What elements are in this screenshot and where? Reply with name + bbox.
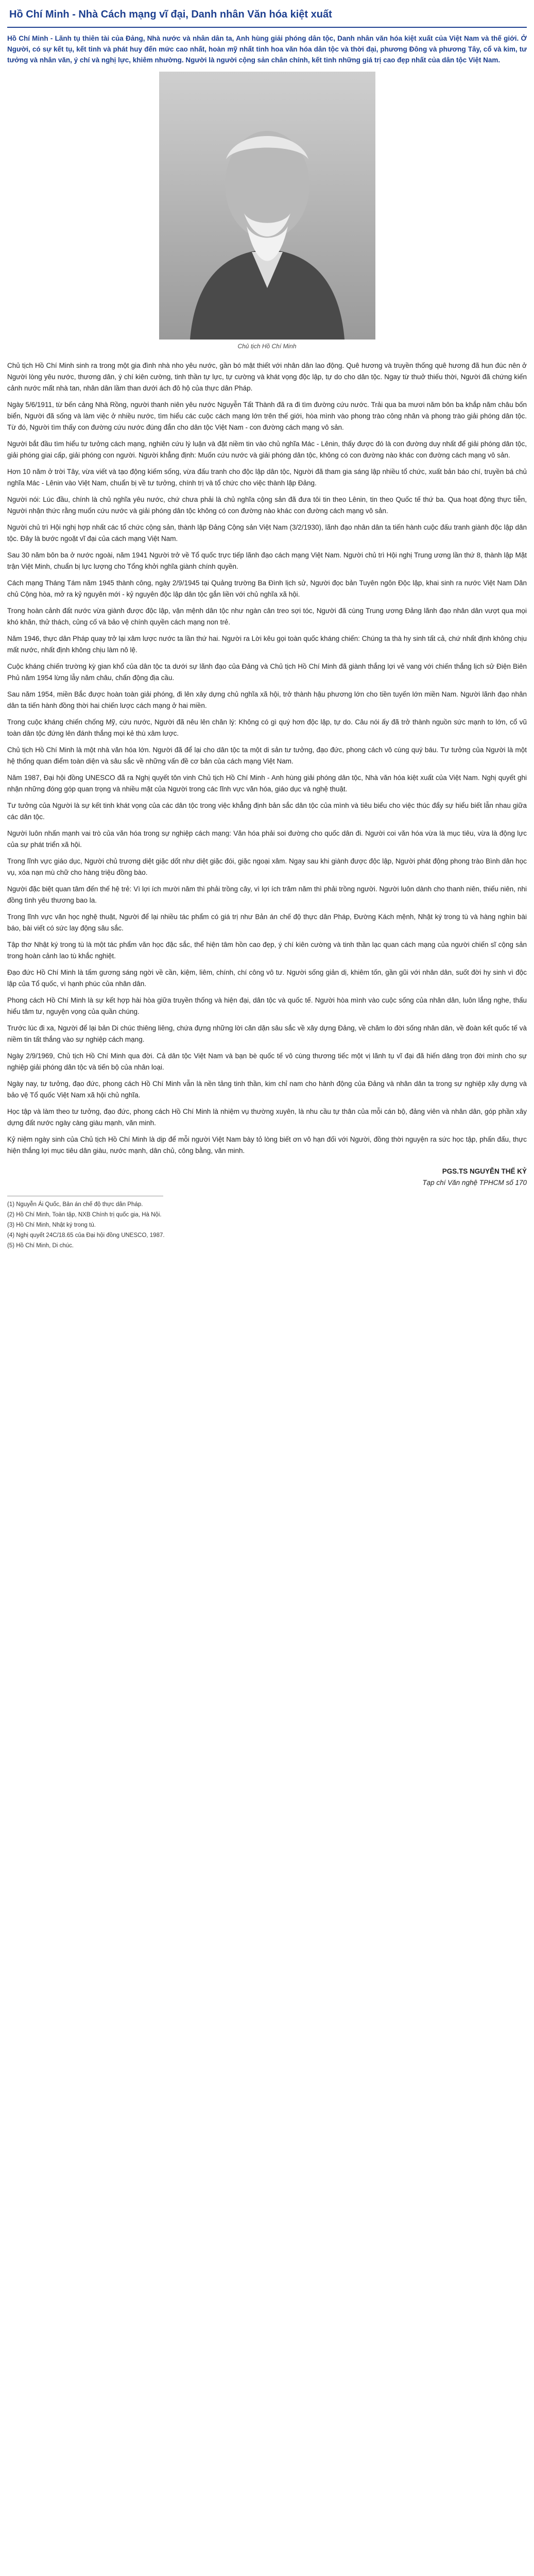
article-paragraph: Kỷ niệm ngày sinh của Chủ tịch Hồ Chí Minh là dịp để mỗi người Việt Nam bày tỏ lòng biết ơn vô hạn đối với Người, đồng thời nguyện ra sức học tập, phấn đấu, thực hiện thắng lợi mục tiêu dân giàu, nước mạnh, dân chủ, công bằng, văn minh. [7,1136,527,1155]
article-body [7,360,527,1157]
article-paragraph: Tập thơ Nhật ký trong tù là một tác phẩm văn học đặc sắc, thể hiện tâm hồn cao đẹp, ý chí kiên cường và tinh thần lạc quan cách mạng của người chiến sĩ cộng sản trong hoàn cảnh lao tù khắc nghiệt. [7,941,527,960]
title-divider [7,27,527,28]
article-paragraph: Trong lĩnh vực văn học nghệ thuật, Người để lại nhiều tác phẩm có giá trị như Bản án chế độ thực dân Pháp, Đường Kách mệnh, Nhật ký trong tù và hàng nghìn bài báo, bài viết có sức lay động sâu sắc. [7,913,527,932]
article-paragraph: Đạo đức Hồ Chí Minh là tấm gương sáng ngời về cần, kiệm, liêm, chính, chí công vô tư. Người sống giản dị, khiêm tốn, gần gũi với nhân dân, suốt đời hy sinh vì độc lập của Tổ quốc, vì hạnh phúc của nhân dân. [7,969,527,988]
article-paragraph: Trước lúc đi xa, Người để lại bản Di chúc thiêng liêng, chứa đựng những lời căn dặn sâu sắc về xây dựng Đảng, về chăm lo đời sống nhân dân, về đoàn kết quốc tế và niềm tin tất thắng vào sự nghiệp cách mạng. [7,1024,527,1043]
author-signature [7,1166,527,1189]
reference-item: (5) Hồ Chí Minh, Di chúc. [7,1243,74,1249]
article-paragraph: Ngày nay, tư tưởng, đạo đức, phong cách Hồ Chí Minh vẫn là nền tảng tinh thần, kim chỉ nam cho hành động của Đảng và nhân dân ta trong sự nghiệp xây dựng và bảo vệ Tổ quốc Việt Nam xã hội chủ nghĩa. [7,1080,527,1099]
article-paragraph: Người bắt đầu tìm hiểu tư tưởng cách mạng, nghiên cứu lý luận và đặt niềm tin vào chủ nghĩa Mác - Lênin, thấy được đó là con đường duy nhất để giải phóng dân tộc, giải phóng giai cấp, giải phóng con người. Người khẳng định: Muốn cứu nước và giải phóng dân tộc, không có con đường nào khác con đường cách mạng vô sản. [7,440,527,459]
article-paragraph: Trong lĩnh vực giáo dục, Người chủ trương diệt giặc dốt như diệt giặc đói, giặc ngoại xâm. Ngay sau khi giành được độc lập, Người phát động phong trào Bình dân học vụ, xóa nạn mù chữ cho hàng triệu đồng bào. [7,857,527,876]
references-list [7,1200,527,1250]
article-lead: Hồ Chí Minh - Lãnh tụ thiên tài của Đảng, Nhà nước và nhân dân ta, Anh hùng giải phóng dân tộc, Danh nhân văn hóa kiệt xuất của Việt Nam và thế giới. Ở Người, có sự kết tụ, kết tinh và phát huy đến mức cao nhất, hoàn mỹ nhất tinh hoa văn hóa dân tộc và thời đại, phương Đông và phương Tây, cổ và kim, tư tưởng và nhân văn, ý chí và nghị lực, khiêm nhường. Người là người cộng sản chân chính, kết tinh những giá trị cao đẹp nhất của dân tộc Việt Nam. [7,35,527,64]
portrait-caption: Chủ tịch Hồ Chí Minh [237,343,297,350]
article-paragraph: Người nói: Lúc đầu, chính là chủ nghĩa yêu nước, chứ chưa phải là chủ nghĩa cộng sản đã đưa tôi tin theo Lênin, tin theo Quốc tế thứ ba. Qua hoạt động thực tiễn, Người nhận thức rằng muốn cứu nước và giải phóng dân tộc không có con đường nào khác con đường cách mạng vô sản. [7,496,527,515]
article [7,4,527,1252]
portrait-photo [159,72,375,340]
article-paragraph: Cuộc kháng chiến trường kỳ gian khổ của dân tộc ta dưới sự lãnh đạo của Đảng và Chủ tịch Hồ Chí Minh đã giành thắng lợi vẻ vang với chiến thắng lịch sử Điện Biên Phủ năm 1954 lừng lẫy năm châu, chấn động địa cầu. [7,663,527,682]
article-paragraph: Tư tưởng của Người là sự kết tinh khát vọng của các dân tộc trong việc khẳng định bản sắc dân tộc của mình và tiêu biểu cho việc thúc đẩy sự hiểu biết lẫn nhau giữa các dân tộc. [7,802,527,821]
article-paragraph: Cách mạng Tháng Tám năm 1945 thành công, ngày 2/9/1945 tại Quảng trường Ba Đình lịch sử, Người đọc bản Tuyên ngôn Độc lập, khai sinh ra nước Việt Nam Dân chủ Cộng hòa, mở ra kỷ nguyên mới - kỷ nguyên độc lập dân tộc gắn liền với chủ nghĩa xã hội. [7,579,527,598]
article-paragraph: Chủ tịch Hồ Chí Minh sinh ra trong một gia đình nhà nho yêu nước, gần bó mật thiết với nhân dân lao động. Quê hương và truyền thống quê hương đã hun đúc nên ở Người lòng yêu nước, thương dân, ý chí kiên cường, tinh thần tự lực, tự cường và khát vọng độc lập, tự do cho dân tộc. Ngay từ thuở thiếu thời, Người đã chứng kiến cảnh nước mất nhà tan, nhân dân lầm than dưới ách đô hộ của thực dân Pháp. [7,362,527,392]
article-paragraph: Năm 1987, Đại hội đồng UNESCO đã ra Nghị quyết tôn vinh Chủ tịch Hồ Chí Minh - Anh hùng giải phóng dân tộc, Nhà văn hóa kiệt xuất của Việt Nam. Nghị quyết ghi nhận những đóng góp quan trọng và nhiều mặt của Người trong các lĩnh vực văn hóa, giáo dục và nghệ thuật. [7,774,527,793]
reference-item: (1) Nguyễn Ái Quốc, Bản án chế độ thực dân Pháp. [7,1201,143,1208]
article-paragraph: Phong cách Hồ Chí Minh là sự kết hợp hài hòa giữa truyền thống và hiện đại, dân tộc và quốc tế. Người hòa mình vào cuộc sống của nhân dân, luôn lắng nghe, thấu hiểu tâm tư, nguyện vọng của quần chúng. [7,996,527,1015]
article-paragraph: Năm 1946, thực dân Pháp quay trở lại xâm lược nước ta lần thứ hai. Người ra Lời kêu gọi toàn quốc kháng chiến: Chúng ta thà hy sinh tất cả, chứ nhất định không chịu mất nước, nhất định không chịu làm nô lệ. [7,635,527,654]
article-paragraph: Người luôn nhấn mạnh vai trò của văn hóa trong sự nghiệp cách mạng: Văn hóa phải soi đường cho quốc dân đi. Người coi văn hóa vừa là mục tiêu, vừa là động lực của sự phát triển xã hội. [7,829,527,849]
article-paragraph: Sau năm 1954, miền Bắc được hoàn toàn giải phóng, đi lên xây dựng chủ nghĩa xã hội, trở thành hậu phương lớn cho tiền tuyến lớn miền Nam. Người lãnh đạo nhân dân ta tiến hành đồng thời hai chiến lược cách mạng ở hai miền. [7,690,527,709]
article-paragraph: Người chủ trì Hội nghị hợp nhất các tổ chức cộng sản, thành lập Đảng Cộng sản Việt Nam (3/2/1930), lãnh đạo nhân dân ta tiến hành cuộc đấu tranh giành độc lập dân tộc. Đây là bước ngoặt vĩ đại của cách mạng Việt Nam. [7,523,527,543]
article-paragraph: Người đặc biệt quan tâm đến thế hệ trẻ: Vì lợi ích mười năm thì phải trồng cây, vì lợi ích trăm năm thì phải trồng người. Người luôn dành cho thanh niên, thiếu niên, nhi đồng tình yêu thương bao la. [7,885,527,904]
author-name: PGS.TS NGUYỄN THẾ KỶ [442,1167,527,1175]
article-paragraph: Ngày 2/9/1969, Chủ tịch Hồ Chí Minh qua đời. Cả dân tộc Việt Nam và bạn bè quốc tế vô cùng thương tiếc một vị lãnh tụ vĩ đại đã hiến dâng trọn đời mình cho sự nghiệp giải phóng dân tộc và tiến bộ của nhân loại. [7,1052,527,1071]
reference-item: (4) Nghị quyết 24C/18.65 của Đại hội đồng UNESCO, 1987. [7,1232,165,1239]
article-paragraph: Chủ tịch Hồ Chí Minh là một nhà văn hóa lớn. Người đã để lại cho dân tộc ta một di sản tư tưởng, đạo đức, phong cách vô cùng quý báu. Tư tưởng của Người là một hệ thống quan điểm toàn diện và sâu sắc về những vấn đề cơ bản của cách mạng Việt Nam. [7,746,527,765]
article-title: Hồ Chí Minh - Nhà Cách mạng vĩ đại, Danh nhân Văn hóa kiệt xuất [9,9,332,20]
author-source: Tạp chí Văn nghệ TPHCM số 170 [422,1179,527,1187]
portrait-figure [159,72,375,357]
article-paragraph: Sau 30 năm bôn ba ở nước ngoài, năm 1941 Người trở về Tổ quốc trực tiếp lãnh đạo cách mạng Việt Nam. Người chủ trì Hội nghị Trung ương lần thứ 8, thành lập Mặt trận Việt Minh, chuẩn bị lực lượng cho Tổng khởi nghĩa giành chính quyền. [7,551,527,570]
article-paragraph: Học tập và làm theo tư tưởng, đạo đức, phong cách Hồ Chí Minh là nhiệm vụ thường xuyên, là nhu cầu tự thân của mỗi cán bộ, đảng viên và nhân dân, góp phần xây dựng đất nước ngày càng giàu mạnh, văn minh. [7,1108,527,1127]
article-paragraph: Trong cuộc kháng chiến chống Mỹ, cứu nước, Người đã nêu lên chân lý: Không có gì quý hơn độc lập, tự do. Câu nói ấy đã trở thành nguồn sức mạnh to lớn, cổ vũ toàn dân tộc đứng lên đánh thắng mọi kẻ thù xâm lược. [7,718,527,737]
reference-item: (2) Hồ Chí Minh, Toàn tập, NXB Chính trị quốc gia, Hà Nội. [7,1212,162,1218]
article-paragraph: Hơn 10 năm ở trời Tây, vừa viết và tạo động kiếm sống, vừa đấu tranh cho độc lập dân tộc, Người đã tham gia sáng lập nhiều tổ chức, xuất bản báo chí, truyền bá chủ nghĩa Mác - Lênin vào Việt Nam, chuẩn bị về tư tưởng, chính trị và tổ chức cho việc thành lập Đảng. [7,468,527,487]
article-paragraph: Trong hoàn cảnh đất nước vừa giành được độc lập, vận mệnh dân tộc như ngàn cân treo sợi tóc, Người đã cùng Trung ương Đảng lãnh đạo nhân dân vượt qua mọi khó khăn, thử thách, củng cố và bảo vệ chính quyền cách mạng non trẻ. [7,607,527,626]
reference-item: (3) Hồ Chí Minh, Nhật ký trong tù. [7,1222,96,1228]
article-paragraph: Ngày 5/6/1911, từ bến cảng Nhà Rồng, người thanh niên yêu nước Nguyễn Tất Thành đã ra đi tìm đường cứu nước. Trải qua ba mươi năm bôn ba khắp năm châu bốn biển, Người đã sống và làm việc ở nhiều nước, tìm hiểu các cuộc cách mạng lớn trên thế giới, hòa mình vào phong trào công nhân và phong trào giải phóng dân tộc. Từ đó, Người tìm thấy con đường cứu nước đúng đắn cho dân tộc Việt Nam - con đường cách mạng vô sản. [7,401,527,431]
